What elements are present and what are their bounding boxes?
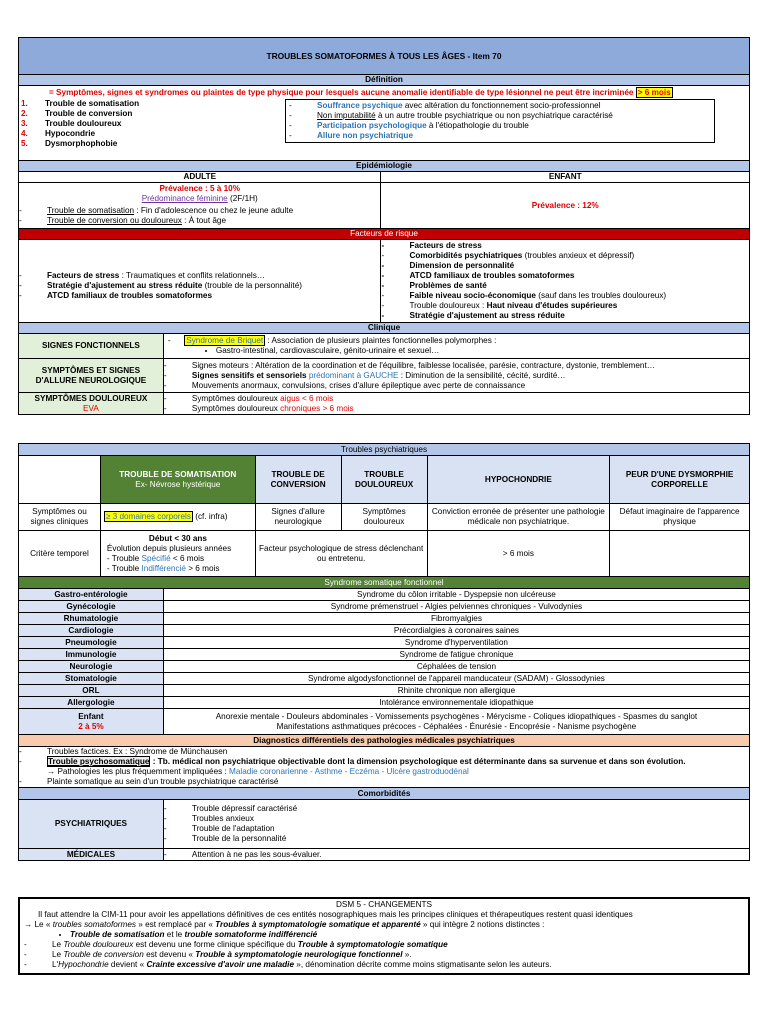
comorb-header: Comorbidités [19, 788, 750, 800]
ssf-table [18, 576, 750, 861]
cell-conv-symptomes: Signes d'allure neurologique [255, 504, 341, 531]
sf-content: - Syndrome de Briquet : Association de plusieurs plaintes fonctionnelles polymorphes : • Gastro-intestinal, cardiovasculaire, génito-urinaire et sexuel… [163, 334, 749, 359]
cell-convdoul-temporel: Facteur psychologique de stress déclenchant ou entretenu. [255, 531, 427, 578]
ssf-row [19, 697, 750, 709]
cell-hypo-temporel: > 6 mois [427, 531, 610, 578]
cell-dysm-symptomes: Défaut imaginaire de l'apparence physique [610, 504, 750, 531]
child-prevalence: Prévalence : 12% [381, 183, 750, 229]
psy-header: Troubles psychiatriques [19, 444, 750, 456]
comorb-med: - Attention à ne pas les sous-évaluer. [163, 849, 749, 861]
dsm-title: DSM 5 - CHANGEMENTS [336, 900, 432, 909]
types-list [19, 99, 139, 149]
ssf-specialty: Rhumatologie [19, 613, 164, 625]
row-symptomes-label: Symptômes ou signes cliniques [19, 504, 101, 531]
col-dysmorphie: PEUR D'UNE DYSMORPHIE CORPORELLE [610, 456, 750, 504]
comorb-psy-list: - Trouble dépressif caractérisé - Troubles anxieux - Trouble de l'adaptation - Trouble de la personnalité [163, 800, 749, 849]
cell-soma-symptomes: ≥ 3 domaines corporels (cf. infra) [100, 504, 255, 531]
ssf-row [19, 601, 750, 613]
dsm-intro: Il faut attendre la CIM-11 pour avoir les appellations définitives de ces entités nosographiques mais les principes cliniques et thérapeutiques restent quasi identiques [38, 910, 633, 919]
risk-header: Facteurs de risque [19, 229, 750, 240]
type-item: 5. Dysmorphophobie [21, 139, 118, 148]
comorb-psy-label: PSYCHIATRIQUES [19, 800, 164, 849]
diff-content: - Troubles factices. Ex : Syndrome de Münchausen - Trouble psychosomatique : Tb. médical non psychiatrique objectivable dont la dimension psychologique est déterminante dans sa survenue et dans son évolution. → Pathologies les plus fréquemment impliquées : Maladie coronarienne - Asthme - Eczéma - Ulcère gastroduodénal - Plainte somatique au sein d'un trouble psychiatrique caractérisé [19, 747, 750, 788]
sf-label: SIGNES FONCTIONNELS [19, 334, 164, 359]
ssf-specialty: Allergologie [19, 697, 164, 709]
cell-doul-symptomes: Symptômes douloureux [341, 504, 427, 531]
type-item: 1. Trouble de somatisation [21, 99, 140, 108]
epidemio-header: Epidémiologie [19, 161, 750, 172]
ssf-specialty: ORL [19, 685, 164, 697]
ssf-specialty: Gynécologie [19, 601, 164, 613]
ssf-syndrome: Syndrome d'hyperventilation [163, 637, 749, 649]
main-sheet [18, 37, 750, 415]
comorb-med-label: MÉDICALES [19, 849, 164, 861]
child-header: ENFANT [381, 172, 750, 183]
neuro-label: SYMPTÔMES ET SIGNES D'ALLURE NEUROLOGIQUE [19, 359, 164, 393]
page-title: TROUBLES SOMATOFORMES À TOUS LES ÂGES - Item 70 [19, 38, 750, 75]
col-douloureux: TROUBLE DOULOUREUX [341, 456, 427, 504]
neuro-content: - Signes moteurs : Altération de la coordination et de l'équilibre, faiblesse localisée, parésie, contracture, dystonie, tremblement… - Signes sensitifs et sensoriels prédominant à GAUCHE : Diminution de la sensibilité, cécité, surdité… - Mouvements anormaux, convulsions, crises d'allure épileptique avec perte de connaissance [163, 359, 749, 393]
ssf-syndrome: Syndrome prémenstruel - Algies pelviennes chroniques - Vulvodynies [163, 601, 749, 613]
ssf-syndrome: Syndrome algodysfonctionnel de l'appareil manducateur (SADAM) - Glossodynies [163, 673, 749, 685]
ssf-specialty: Gastro-entérologie [19, 589, 164, 601]
cell-soma-temporel: Début < 30 ans Évolution depuis plusieurs années - Trouble Spécifié < 6 mois - Trouble Indifférencié > 6 mois [100, 531, 255, 578]
definition-header: Définition [19, 75, 750, 86]
ssf-syndrome: Syndrome du côlon irritable - Dyspepsie non ulcéreuse [163, 589, 749, 601]
dsm-list: - Le Trouble douloureux est devenu une forme clinique spécifique du Trouble à symptomatologie somatique - Le Trouble de conversion est devenu « Trouble à symptomatologie neurologique fonctionnel ». - L'Hypochondrie devient « Crainte excessive d'avoir une maladie », dénomination décrite comme moins stigmatisante selon les auteurs. [20, 940, 748, 970]
ssf-specialty: Immunologie [19, 649, 164, 661]
col-hypochondrie: HYPOCHONDRIE [427, 456, 610, 504]
clinique-header: Clinique [19, 323, 750, 334]
child-risk: - Facteurs de stress - Comorbidités psychiatriques (troubles anxieux et dépressif) - Dimension de personnalité - ATCD familiaux de troubles somatoformes - Problèmes de santé - Faible niveau socio-économique (sauf dans les troubles douloureux) - Trouble douloureux : Haut niveau d'études supérieures - Stratégie d'ajustement au stress réduite [381, 240, 750, 323]
ssf-syndrome: Intolérance environnementale idiopathique [163, 697, 749, 709]
pain-label: SYMPTÔMES DOULOUREUX EVA [19, 393, 164, 415]
ssf-syndrome: Syndrome de fatigue chronique [163, 649, 749, 661]
dsm-box [18, 897, 750, 975]
ssf-syndrome: Rhinite chronique non allergique [163, 685, 749, 697]
ssf-syndrome: Précordialgies à coronaires saines [163, 625, 749, 637]
col-conversion: TROUBLE DE CONVERSION [255, 456, 341, 504]
ssf-syndrome: Fibromyalgies [163, 613, 749, 625]
ssf-row [19, 673, 750, 685]
ssf-syndrome: Céphalées de tension [163, 661, 749, 673]
psy-table [18, 443, 750, 578]
row-temporel-label: Critère temporel [19, 531, 101, 578]
type-item: 4. Hypocondrie [21, 129, 96, 138]
col-somatisation: TROUBLE DE SOMATISATION Ex- Névrose hystérique [100, 456, 255, 504]
ssf-specialty: Stomatologie [19, 673, 164, 685]
cell-hypo-symptomes: Conviction erronée de présenter une pathologie médicale non psychiatrique. [427, 504, 610, 531]
dsm-line-2: • Trouble de somatisation et le trouble somatoforme indifférencié [20, 930, 748, 940]
ssf-row [19, 685, 750, 697]
ssf-specialty: Pneumologie [19, 637, 164, 649]
adult-risk: - Facteurs de stress : Traumatiques et conflits relationnels… - Stratégie d'ajustement au stress réduite (trouble de la personnalité) - ATCD familiaux de troubles somatoformes [19, 240, 381, 323]
duration-badge: > 6 mois [637, 88, 671, 97]
adult-epidemio: Prévalence : 5 à 10% Prédominance féminine (2F/1H) - Trouble de somatisation : Fin d'adolescence ou chez le jeune adulte - Trouble de conversion ou douloureux : À tout âge [19, 183, 381, 229]
diff-header: Diagnostics différentiels des pathologies médicales psychiatriques [19, 735, 750, 747]
ssf-row [19, 637, 750, 649]
ssf-specialty: Cardiologie [19, 625, 164, 637]
definition-section [19, 86, 750, 161]
type-item: 2. Trouble de conversion [21, 109, 133, 118]
ssf-row [19, 649, 750, 661]
criteria-box: - Souffrance psychique avec altération du fonctionnement socio-professionnel - Non imputabilité à un autre trouble psychiatrique ou non psychiatrique caractérisé - Participation psychologique à l'étiopathologie du trouble - Allure non psychiatrique [285, 99, 715, 143]
definition-line: = Symptômes, signes et syndromes ou plaintes de type physique pour lesquels aucune anomalie identifiable de type lésionnel ne peut être incriminée > 6 mois [49, 88, 671, 97]
ssf-specialty: Neurologie [19, 661, 164, 673]
ssf-child-content: Anorexie mentale - Douleurs abdominales - Vomissements psychogènes - Mérycisme - Coliques idiopathiques - Spasmes du sanglot Manifestations asthmatiques précoces - Céphalées - Énurésie - Encoprésie - Nanisme psychogène [163, 709, 749, 735]
dsm-line-1: → Le « troubles somatoformes » est remplacé par « Troubles à symptomatologie somatique et apparenté » qui intègre 2 notions distinctes : [24, 920, 545, 929]
type-item: 3. Trouble douloureux [21, 119, 122, 128]
ssf-row [19, 613, 750, 625]
ssf-header: Syndrome somatique fonctionnel [19, 577, 750, 589]
ssf-row [19, 661, 750, 673]
adult-header: ADULTE [19, 172, 381, 183]
ssf-child-label: Enfant 2 à 5% [19, 709, 164, 735]
ssf-row [19, 625, 750, 637]
ssf-row [19, 589, 750, 601]
pain-content: - Symptômes douloureux aigus < 6 mois - Symptômes douloureux chroniques > 6 mois [163, 393, 749, 415]
